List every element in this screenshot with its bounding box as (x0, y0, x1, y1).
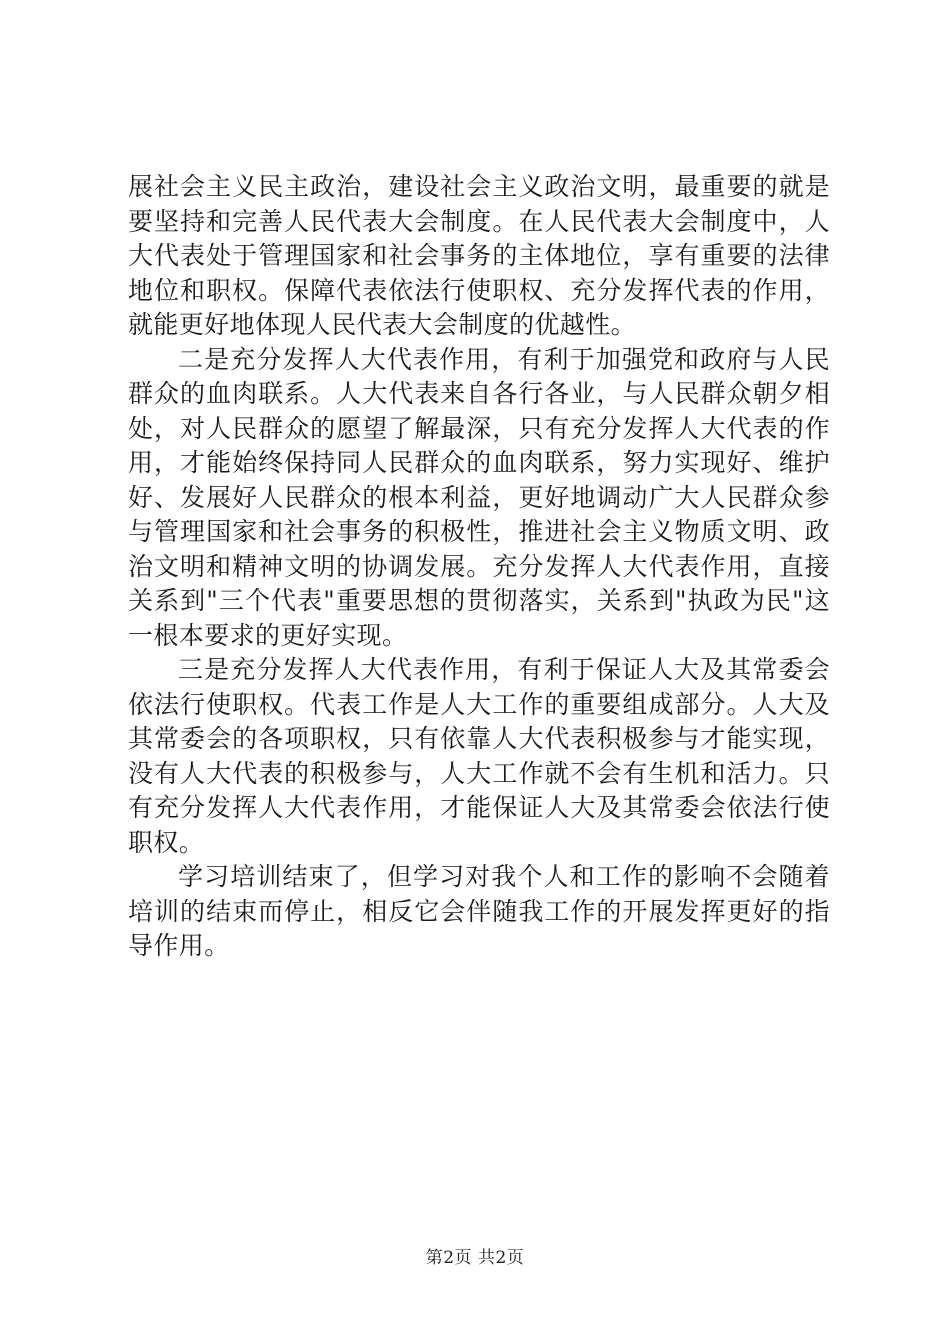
text-line: 职权。 (128, 827, 205, 857)
text-line: 展社会主义民主政治，建设社会主义政治文明，最重要的就是 (128, 172, 830, 201)
text-line: 与管理国家和社会事务的积极性，推进社会主义物质文明、政 (128, 517, 830, 546)
text-line: 关系到"三个代表"重要思想的贯彻落实，关系到"执政为民"这 (128, 586, 830, 615)
text-line: 培训的结束而停止，相反它会伴随我工作的开展发挥更好的指 (128, 896, 830, 926)
paragraph-start-line: 学习培训结束了，但学习对我个人和工作的影响不会随着 (178, 862, 830, 891)
text-line: 导作用。 (128, 931, 230, 960)
document-body (128, 170, 830, 964)
text-line: 大代表处于管理国家和社会事务的主体地位，享有重要的法律 (128, 241, 830, 270)
text-line: 没有人大代表的积极参与，人大工作就不会有生机和活力。只 (128, 758, 830, 788)
text-line: 依法行使职权。代表工作是人大工作的重要组成部分。人大及 (128, 689, 830, 719)
paragraph-start-line: 二是充分发挥人大代表作用，有利于加强党和政府与人民 (178, 344, 830, 374)
text-line: 用，才能始终保持同人民群众的血肉联系，努力实现好、维护 (128, 448, 830, 477)
text-line: 要坚持和完善人民代表大会制度。在人民代表大会制度中，人 (128, 206, 830, 236)
text-line: 群众的血肉联系。人大代表来自各行各业，与人民群众朝夕相 (128, 379, 830, 408)
text-line: 好、发展好人民群众的根本利益，更好地调动广大人民群众参 (128, 482, 830, 512)
paragraph-start-line: 三是充分发挥人大代表作用，有利于保证人大及其常委会 (178, 655, 830, 684)
text-line: 治文明和精神文明的协调发展。充分发挥人大代表作用，直接 (128, 551, 830, 581)
text-line: 有充分发挥人大代表作用，才能保证人大及其常委会依法行使 (128, 793, 830, 822)
text-line: 处，对人民群众的愿望了解最深，只有充分发挥人大代表的作 (128, 413, 830, 443)
page-number-footer: 第2页 共2页 (425, 1248, 525, 1268)
text-line: 地位和职权。保障代表依法行使职权、充分发挥代表的作用， (128, 275, 830, 305)
text-line: 其常委会的各项职权，只有依靠人大代表积极参与才能实现， (128, 724, 830, 753)
text-line: 一根本要求的更好实现。 (128, 620, 408, 650)
text-line: 就能更好地体现人民代表大会制度的优越性。 (128, 310, 637, 339)
